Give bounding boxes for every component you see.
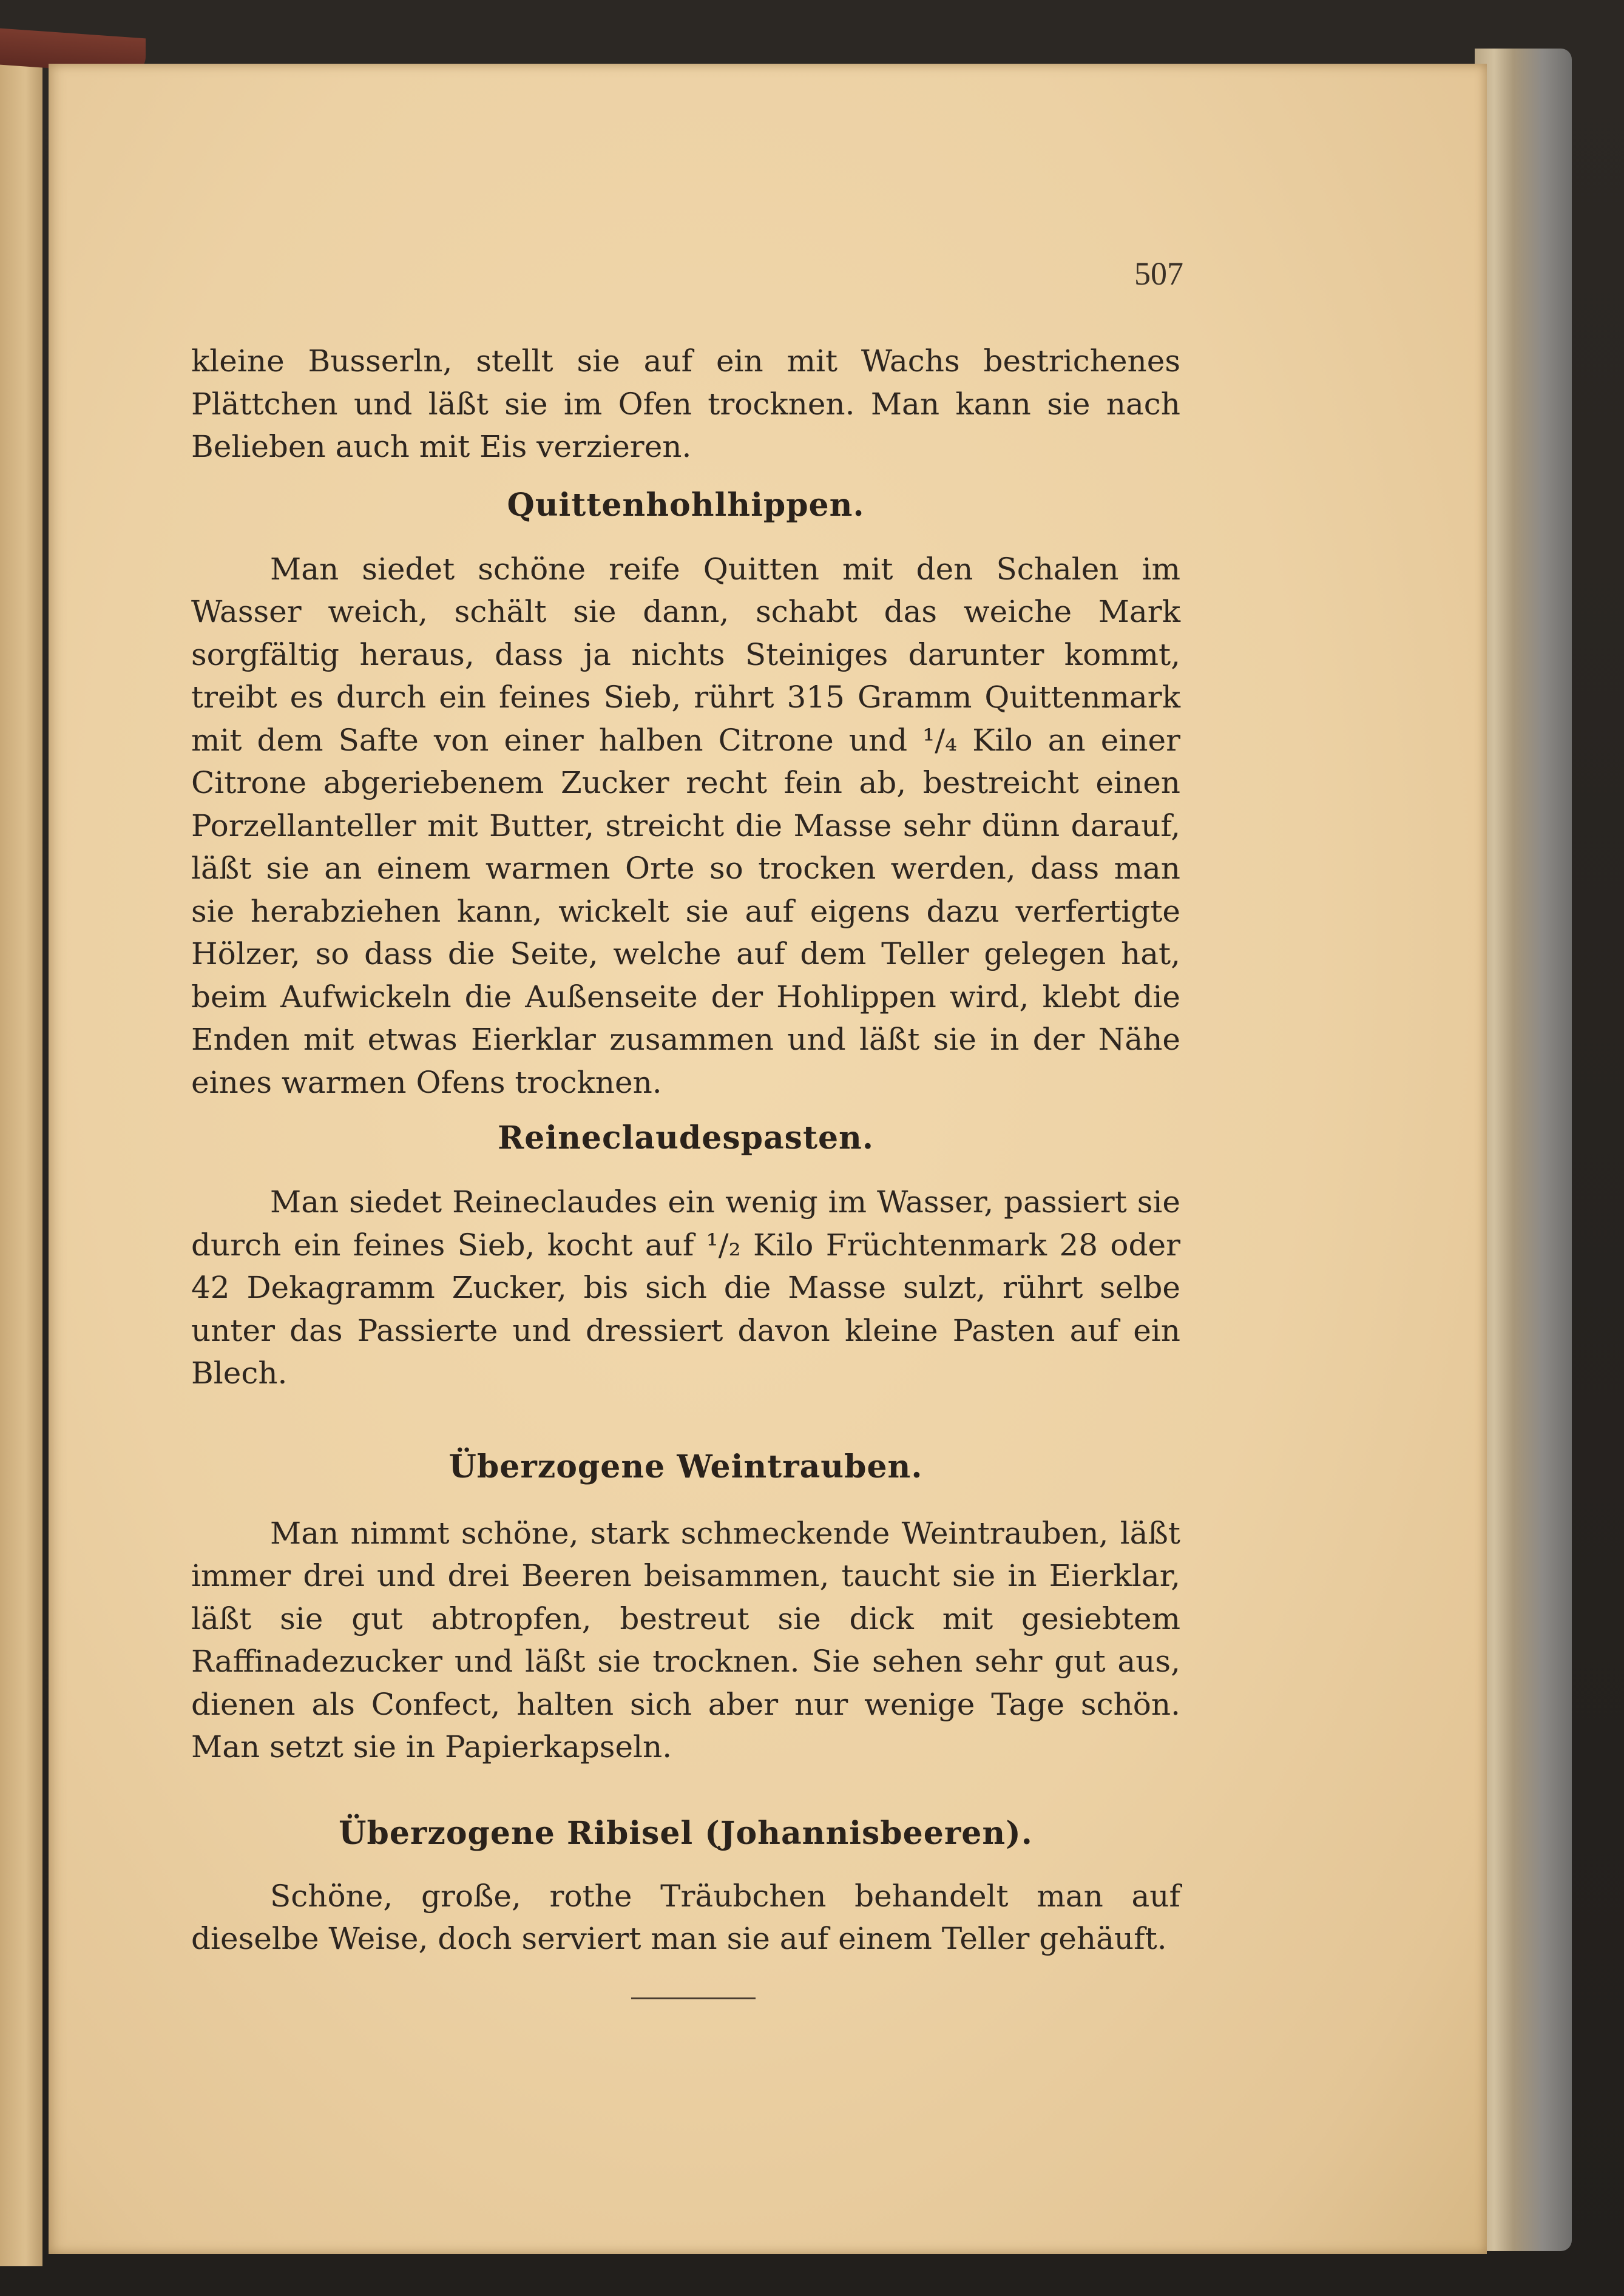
- recipe-heading-weintrauben: Überzogene Weintrauben.: [448, 1448, 923, 1485]
- previous-page-edge: [0, 58, 42, 2266]
- recipe-heading-reineclaudespasten: Reineclaudespasten.: [498, 1119, 874, 1156]
- page-number: 507: [1134, 255, 1183, 292]
- page-stack-edge: [1475, 49, 1572, 2251]
- recipe-heading-ribisel: Überzogene Ribisel (Johannisbeeren).: [339, 1814, 1033, 1852]
- recipe-text-reineclaudespasten: Man siedet Reineclaudes ein wenig im Wasser, passiert sie durch ein feines Sieb, kocht auf ¹/₂ Kilo Früchtenmark 28 oder 42 Dekagramm Zucker, bis sich die Masse sulzt, rührt selbe unter das Passierte und dressiert davon kleine Pasten auf ein Blech.: [191, 1184, 1180, 1391]
- recipe-text-ribisel: Schöne, große, rothe Träubchen behandelt man auf dieselbe Weise, doch serviert man sie auf einem Teller gehäuft.: [191, 1878, 1180, 1956]
- page-text: [191, 340, 1180, 1960]
- recipe-text-quittenhohlhippen: Man siedet schöne reife Quitten mit den Schalen im Wasser weich, schält sie dann, schabt das weiche Mark sorgfältig heraus, dass ja nichts Steiniges darunter kommt, treibt es durch ein feines Sieb, rührt 315 Gramm Quittenmark mit dem Safte von einer halben Citrone und ¹/₄ Kilo an einer Citrone abgeriebenem Zucker recht fein ab, bestreicht einen Porzellanteller mit Butter, streicht die Masse sehr dünn darauf, läßt sie an einem warmen Orte so trocken werden, dass man sie herabziehen kann, wickelt sie auf eigens dazu verfertigte Hölzer, so dass die Seite, welche auf dem Teller gelegen hat, beim Aufwickeln die Außenseite der Hohlippen wird, klebt die Enden mit etwas Eierklar zusammen und läßt sie in der Nähe eines warmen Ofens trocknen.: [191, 551, 1180, 1100]
- recipe-heading-quittenhohlhippen: Quittenhohlhippen.: [507, 486, 865, 524]
- continued-paragraph: kleine Busserln, stellt sie auf ein mit Wachs bestrichenes Plättchen und läßt sie im Ofen trocknen. Man kann sie nach Belieben auch mit Eis verzieren.: [191, 343, 1180, 464]
- section-end-rule: [631, 1997, 756, 1999]
- recipe-text-weintrauben: Man nimmt schöne, stark schmeckende Weintrauben, läßt immer drei und drei Beeren beisammen, taucht sie in Eierklar, läßt sie gut abtropfen, bestreut sie dick mit gesiebtem Raffinadezucker und läßt sie trocknen. Sie sehen sehr gut aus, dienen als Confect, halten sich aber nur wenige Tage schön. Man setzt sie in Papierkapseln.: [191, 1515, 1180, 1764]
